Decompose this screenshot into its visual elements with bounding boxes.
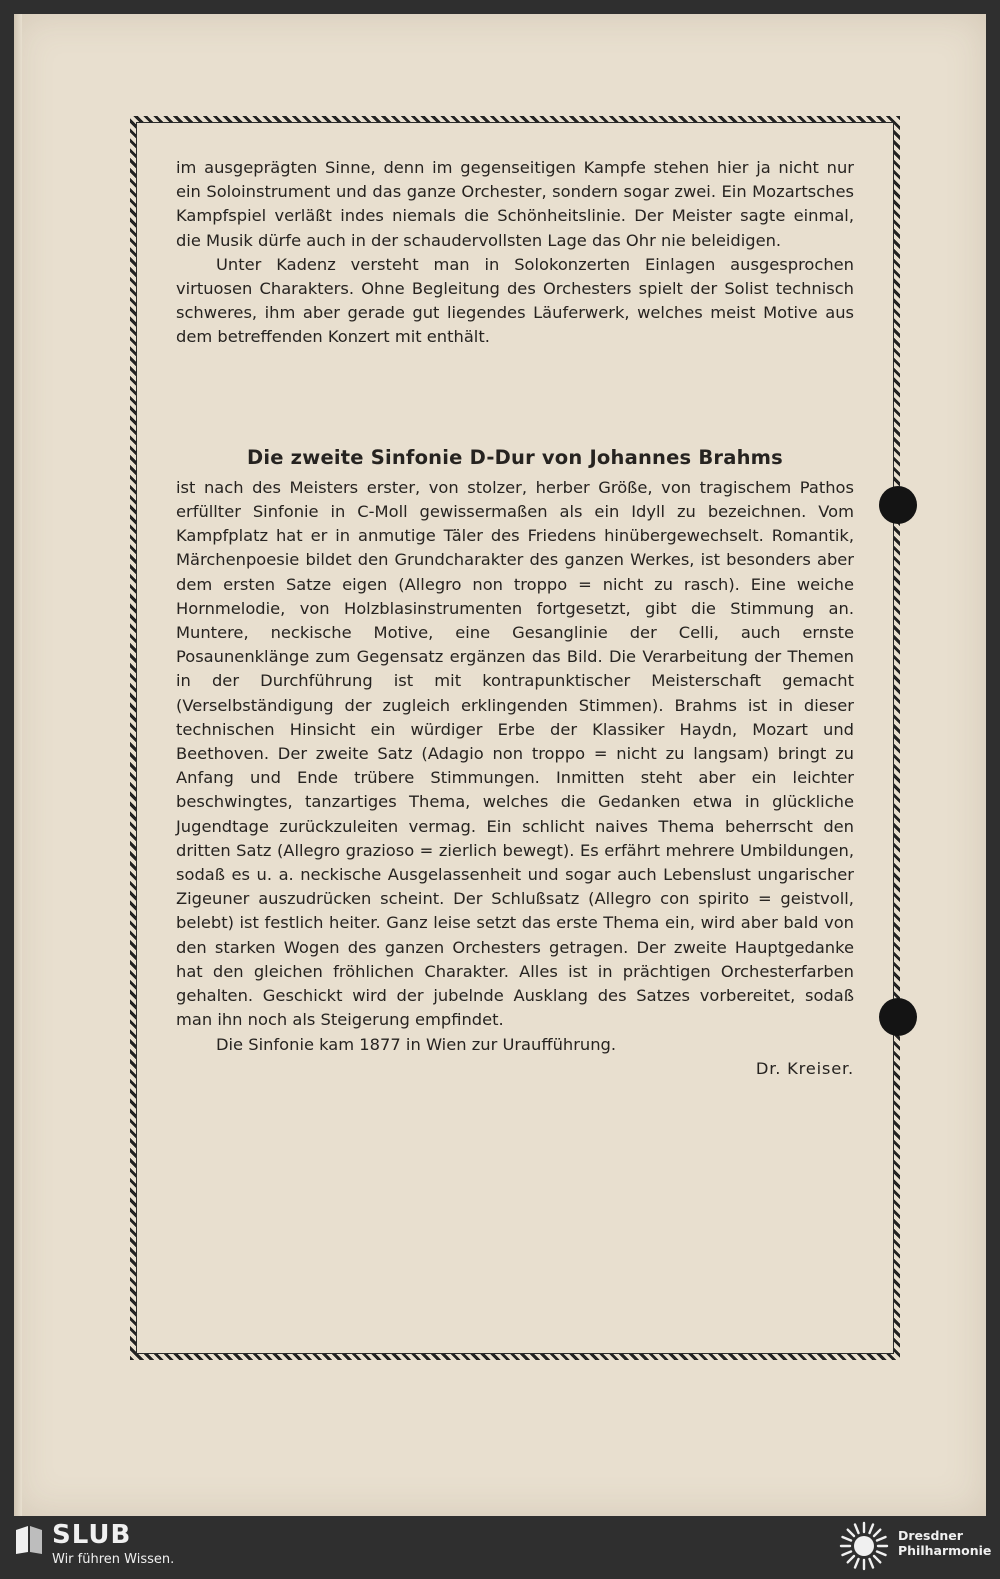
punch-hole-top (879, 486, 917, 524)
footer-bar (0, 1516, 1000, 1579)
philharmonie-brand (898, 1528, 991, 1558)
author-signature: Dr. Kreiser. (755, 1058, 854, 1078)
page-edge (14, 14, 22, 1516)
punch-hole-bottom (879, 998, 917, 1036)
slub-brand: SLUB (52, 1520, 132, 1550)
section-heading: Die zweite Sinfonie D-Dur von Johannes Brahms (247, 445, 783, 469)
philharmonie-line1: Dresdner (898, 1528, 963, 1543)
paragraph-kadenz: Unter Kadenz versteht man in Solokonzerten Einlagen ausgesprochen virtuosen Charakters. Ohne Begleitung des Orchesters spielt der Solist technisch schweres, ihm aber gerade gut liegendes Läuferwerk, welches meist Motive aus dem betreffenden Konzert mit enthält. (176, 254, 854, 347)
paragraph-brahms: ist nach des Meisters erster, von stolzer, herber Größe, von tragischem Pathos erfüllter Sinfonie in C-Moll gewissermaßen als ein Idyll zu bezeichnen. Vom Kampfplatz hat er in anmutige Täler des Friedens hinübergewechselt. Romantik, Märchenpoesie bildet den Grundcharakter des ganzen Werkes, ist besonders aber dem ersten Satze eigen (Allegro non troppo = nicht zu rasch). Eine weiche Hornmelodie, von Holzblasinstrumenten fortgesetzt, gibt die Stimmung an. Muntere, neckische Motive, eine Gesanglinie der Celli, auch ernste Posaunenklänge zum Gegensatz ergänzen das Bild. Die Verarbeitung der Themen in der Durchführung ist mit kontrapunktischer Meisterschaft gemacht (Verselbständigung der zugleich erklingenden Stimmen). Brahms ist in dieser technischen Hinsicht ein würdiger Erbe der Klassiker Haydn, Mozart und Beethoven. Der zweite Satz (Adagio non troppo = nicht zu langsam) bringt zu Anfang und Ende trübere Stimmungen. Inmitten steht aber ein leichter beschwingtes, tanzartiges Thema, welches die Gedanken etwa in glückliche Jugendtage zurückzuleiten vermag. Ein schlicht naives Thema beherrscht den dritten Satz (Allegro grazioso = zierlich bewegt). Es erfährt mehrere Umbildungen, sodaß es u. a. neckische Ausgelassenheit und sogar auch Lebenslust ungarischer Zigeuner auszudrücken scheint. Der Schlußsatz (Allegro con spirito = geistvoll, belebt) ist festlich heiter. Ganz leise setzt das erste Thema ein, wird aber bald von den starken Wogen des ganzen Orchesters getragen. Der zweite Hauptgedanke hat den gleichen fröhlichen Charakter. Alles ist in prächtigen Orchesterfarben gehalten. Geschickt wird der jubelnde Ausklang des Satzes vorbereitet, sodaß man ihn noch als Steigerung empfindet. (176, 477, 854, 1030)
paragraph-premiere: Die Sinfonie kam 1877 in Wien zur Uraufführung. (216, 1034, 617, 1054)
slub-logo-icon (14, 1524, 44, 1556)
philharmonie-line2: Philharmonie (898, 1543, 992, 1558)
philharmonie-logo-icon (838, 1520, 890, 1572)
slub-tagline: Wir führen Wissen. (52, 1552, 175, 1567)
paragraph-continuation: im ausgeprägten Sinne, denn im gegenseitigen Kampfe stehen hier ja nicht nur ein Soloinstrument und das ganze Orchester, sondern sogar zwei. Ein Mozartsches Kampfspiel verläßt indes niemals die Schönheitslinie. Der Meister sagte einmal, die Musik dürfe auch in der schaudervollsten Lage das Ohr nie beleidigen. (176, 158, 854, 250)
document-text (176, 156, 854, 1081)
